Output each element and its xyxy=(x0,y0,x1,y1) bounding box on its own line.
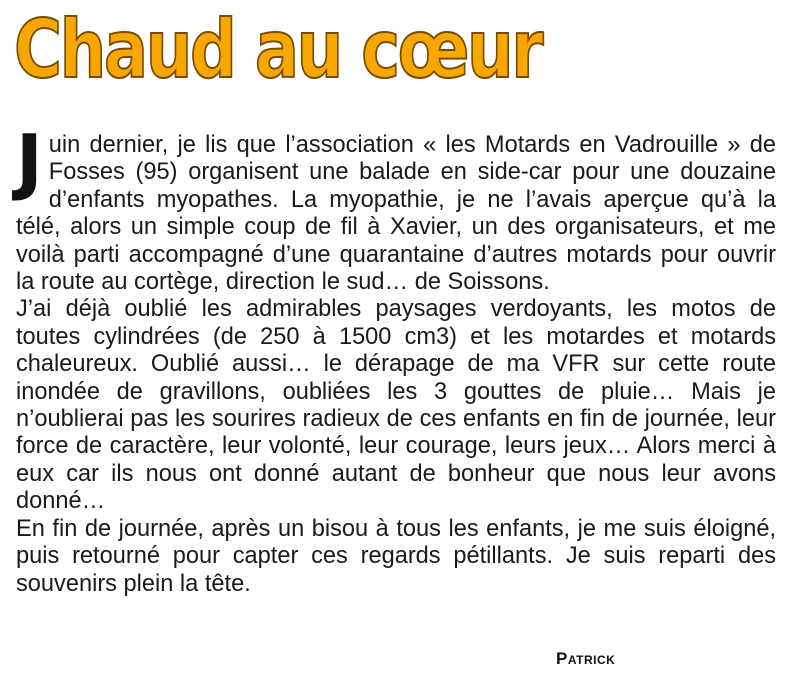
article-body xyxy=(16,119,776,598)
article-title: Chaud au cœur xyxy=(14,3,542,96)
paragraph-3: En fin de journée, après un bisou à tous les enfants, je me suis éloigné, puis retourné pour capter ces regards pétillants. Je suis reparti des souvenirs plein la tête. xyxy=(16,515,776,597)
author-signature: Patrick xyxy=(556,649,616,668)
paragraph-1-text: uin dernier, je lis que l’association « les Motards en Vadrouille » de Fosses (95) organisent une balade en side-car pour une douzaine d’enfants myopathes. La myopathie, je ne l’avais aperçue qu’à la télé, alors un simple coup de fil à Xavier, un des organisateurs, et me voilà parti accompagné d’une quarantaine d’autres motards pour ouvrir la route au cortège, direction le sud… de Soissons. xyxy=(16,132,776,296)
paragraph-1 xyxy=(16,119,776,296)
paragraph-2: J’ai déjà oublié les admirables paysages verdoyants, les motos de toutes cylindrées (de 250 à 1500 cm3) et les motardes et motards chaleureux. Oublié aussi… le dérapage de ma VFR sur cette route inondée de gravillons, oubliées les 3 gouttes de pluie… Mais je n’oublierai pas les sourires radieux de ces enfants en fin de journée, leur force de caractère, leur volonté, leur courage, leurs jeux… Alors merci à eux car ils nous ont donné autant de bonheur que nous leur avons donné… xyxy=(16,296,776,515)
drop-cap-letter: J xyxy=(16,119,43,203)
